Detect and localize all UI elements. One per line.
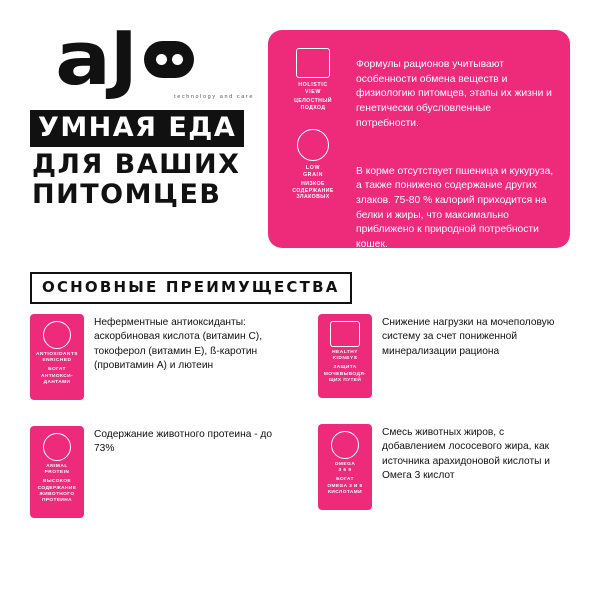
antioxidants-badge-subtitle: БОГАТ АНТИОКСИ- ДАНТАМИ (40, 367, 73, 385)
low-grain-subtitle: НИЗКОЕ СОДЕРЖАНИЕ ЗЛАКОВЫХ (292, 181, 334, 201)
omega-badge-subtitle: БОГАТ OMEGA 3 И 6 КИСЛОТАМИ (327, 477, 363, 495)
logo-letter-j: J (109, 15, 138, 102)
slogan (30, 110, 258, 210)
slogan-line-3: ПИТОМЦЕВ (32, 179, 222, 210)
animal-protein-badge (30, 426, 84, 518)
low-grain-badge (281, 129, 345, 201)
low-grain-caption: LOW GRAIN (302, 165, 324, 179)
healthy-kidneys-badge-caption: HEALTHY KIDNEYS (332, 350, 358, 362)
benefit-text: Снижение нагрузки на мочеполовую систему за счет пониженной минерализации рациона (382, 317, 555, 357)
holistic-view-badge (281, 48, 345, 111)
antioxidants-icon (43, 321, 71, 349)
section-heading-label: ОСНОВНЫЕ ПРЕИМУЩЕСТВА (42, 278, 340, 296)
benefits-column-left (30, 314, 282, 536)
slogan-line-1: УМНАЯ ЕДА (30, 110, 244, 147)
benefit-text: Смесь животных жиров, с добавлением лососевого жира, как источника арахидоновой кислоты и Омега 3 кислот (382, 427, 550, 482)
section-heading (30, 272, 352, 304)
omega-badge-caption: OMEGA 3 6 9 (334, 462, 356, 474)
omega-badge (318, 424, 372, 510)
healthy-kidneys-icon (330, 321, 360, 347)
logo-dot-left-icon (156, 54, 167, 65)
holistic-view-subtitle: ЦЕЛОСТНЫЙ ПОДХОД (294, 98, 332, 111)
brand-tagline: technology and care (174, 94, 254, 100)
healthy-kidneys-badge-subtitle: ЗАЩИТА МОЧЕВЫВОДЯ- ЩИХ ПУТЕЙ (323, 365, 367, 383)
highlight-panel-texts (356, 44, 556, 250)
holistic-view-caption: HOLISTIC VIEW (298, 82, 328, 95)
animal-protein-icon (43, 433, 71, 461)
benefit-text: Неферментные антиоксиданты: аскорбиновая кислота (витамин С), токоферол (витамин Е), ß-каротин (провитамин А) и лютеин (94, 317, 263, 372)
animal-protein-badge-subtitle: ВЫСОКОЕ СОДЕРЖАНИЕ ЖИВОТНОГО ПРОТЕИНА (37, 479, 77, 504)
healthy-kidneys-badge (318, 314, 372, 398)
logo-dot-right-icon (172, 54, 183, 65)
antioxidants-badge-caption: ANTIOXIDANTS ENRICHED (36, 352, 78, 364)
benefit-item (30, 426, 282, 518)
benefit-item (30, 314, 282, 400)
animal-protein-badge-caption: ANIMAL PROTEIN (44, 464, 70, 476)
highlight-panel-icons (280, 44, 346, 234)
highlight-paragraph-2: В корме отсутствует пшеница и кукуруза, а также понижено содержание других злаков. 75-80 % калорий приходится на белки и жиры, что максимально приближено к природной потребности кошек. (356, 165, 554, 250)
logo-letter-a: a (55, 15, 108, 102)
highlight-paragraph-1: Формулы рационов учитывают особенности обмена веществ и физиологию питомцев, этапы их жизни и генетически обусловленные потребности. (356, 59, 552, 129)
benefits-column-right (318, 314, 570, 536)
benefits-grid (30, 314, 570, 536)
omega-3-6-icon (331, 431, 359, 459)
logo-paw-oval-icon (144, 41, 194, 78)
benefit-item (318, 314, 570, 398)
antioxidants-badge (30, 314, 84, 400)
brand-block (30, 15, 258, 210)
benefit-text: Содержание животного протеина - до 73% (94, 429, 273, 455)
benefit-item (318, 424, 570, 510)
highlight-panel (268, 30, 570, 248)
holistic-view-icon (296, 48, 330, 78)
slogan-line-2: ДЛЯ ВАШИХ (32, 149, 241, 180)
low-grain-icon (297, 129, 329, 161)
